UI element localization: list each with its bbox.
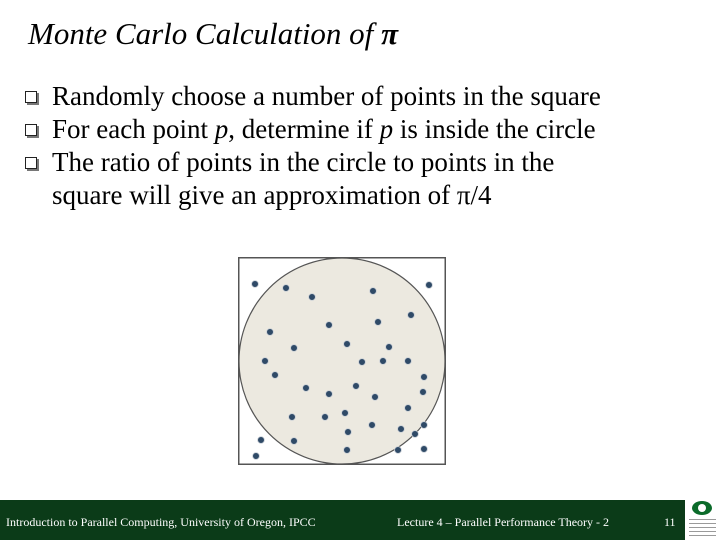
pi-symbol: π (381, 16, 398, 51)
bullet-continuation: square will give an approximation of π/4 (52, 180, 492, 210)
sample-point (372, 394, 379, 401)
checkbox-bullet-icon (25, 157, 37, 169)
sample-point (380, 358, 387, 365)
sample-point (420, 389, 427, 396)
sample-point (344, 447, 351, 454)
page-number: 11 (664, 515, 676, 529)
logo-wordmark-line (689, 519, 716, 520)
bullet-text-line1: The ratio of points in the circle to points in the (52, 147, 555, 177)
sample-point (291, 345, 298, 352)
sample-point (267, 329, 274, 336)
footer-course: Introduction to Parallel Computing, University of Oregon, IPCC (6, 515, 316, 529)
sample-point (283, 285, 290, 292)
bullet-list (22, 80, 712, 212)
sample-point (309, 294, 316, 301)
sample-point (322, 414, 329, 421)
footer-lecture: Lecture 4 – Parallel Performance Theory - 2 (397, 515, 610, 529)
sample-point (258, 437, 265, 444)
oregon-o-icon (692, 501, 712, 515)
logo-wordmark-line (689, 535, 716, 536)
sample-point (291, 438, 298, 445)
sample-point (252, 281, 259, 288)
bullet-item (22, 113, 712, 146)
sample-point (262, 358, 269, 365)
sample-point (426, 282, 433, 289)
bullet-text-post: is inside the circle (393, 114, 596, 144)
sample-point (370, 288, 377, 295)
sample-point (289, 414, 296, 421)
bullet-text-mid: , determine if (228, 114, 380, 144)
sample-point (253, 453, 260, 460)
slide-title (28, 16, 398, 52)
sample-point (375, 319, 382, 326)
checkbox-bullet-icon (25, 124, 37, 136)
sample-point (342, 410, 349, 417)
bullet-text-pre: For each point (52, 114, 215, 144)
sample-point (386, 344, 393, 351)
sample-point (272, 372, 279, 379)
sample-point (369, 422, 376, 429)
sample-point (408, 312, 415, 319)
logo-wordmark-line (689, 527, 716, 528)
variable-p: p (214, 114, 229, 144)
sample-point (395, 447, 402, 454)
sample-point (421, 374, 428, 381)
sample-point (345, 429, 352, 436)
sample-point (326, 322, 333, 329)
monte-carlo-diagram (238, 257, 446, 465)
bullet-text: Randomly choose a number of points in the square (52, 81, 601, 111)
sample-point (412, 431, 419, 438)
bullet-item (22, 80, 712, 113)
bullet-item (22, 146, 712, 179)
sample-point (405, 405, 412, 412)
university-logo (685, 500, 720, 540)
sample-point (353, 383, 360, 390)
footer-bar (0, 500, 685, 540)
variable-p: p (379, 114, 394, 144)
slide-title-text: Monte Carlo Calculation of (28, 16, 374, 51)
sample-point (398, 426, 405, 433)
sample-point (326, 391, 333, 398)
sample-point (359, 359, 366, 366)
checkbox-bullet-icon (25, 91, 37, 103)
sample-point (303, 385, 310, 392)
logo-wordmark-line (689, 531, 716, 532)
logo-wordmark-line (689, 523, 716, 524)
sample-point (421, 422, 428, 429)
sample-point (405, 358, 412, 365)
sample-point (344, 341, 351, 348)
sample-point (421, 446, 428, 453)
